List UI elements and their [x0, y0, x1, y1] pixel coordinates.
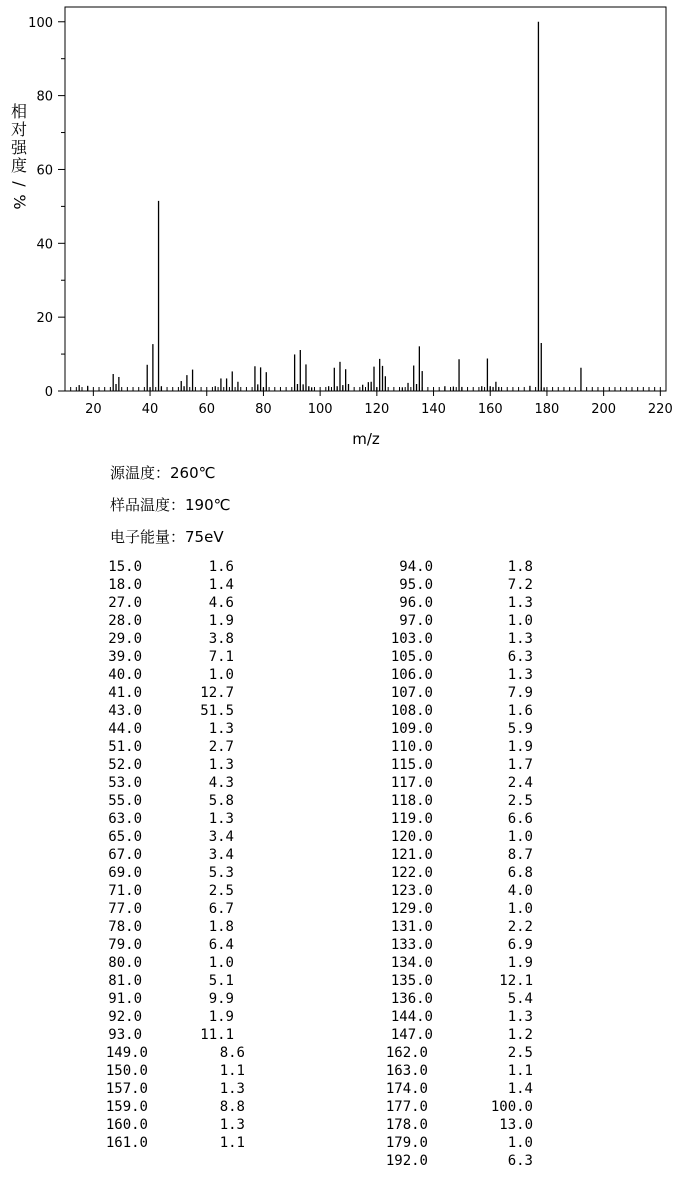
peak-intensity: 1.3	[208, 811, 234, 827]
peak-row	[82, 918, 234, 936]
peak-row	[82, 612, 234, 630]
plot-frame	[65, 7, 666, 391]
peak-intensity: 8.8	[219, 1099, 245, 1115]
peak-mz: 67.0	[108, 847, 142, 863]
peak-row	[373, 630, 533, 648]
x-tick-label: 200	[591, 402, 617, 417]
peak-row	[82, 846, 234, 864]
peak-mz: 144.0	[390, 1009, 433, 1025]
peak-intensity: 6.4	[208, 937, 234, 953]
peak-intensity: 1.6	[507, 703, 533, 719]
peak-row	[373, 846, 533, 864]
peak-row	[82, 666, 234, 684]
peak-mz: 110.0	[390, 739, 433, 755]
peak-mz: 147.0	[390, 1027, 433, 1043]
peak-mz: 71.0	[108, 883, 142, 899]
peak-intensity: 5.1	[208, 973, 234, 989]
peak-row	[82, 594, 234, 612]
peak-mz: 107.0	[390, 685, 433, 701]
peak-row	[82, 954, 234, 972]
peak-row	[82, 972, 234, 990]
peak-row	[82, 864, 234, 882]
peak-mz: 134.0	[390, 955, 433, 971]
peak-intensity: 4.6	[208, 595, 234, 611]
peak-intensity: 7.1	[208, 649, 234, 665]
peak-intensity: 1.7	[507, 757, 533, 773]
peak-row	[82, 828, 234, 846]
x-tick-label: 160	[477, 402, 503, 417]
peak-intensity: 7.9	[507, 685, 533, 701]
peak-intensity: 7.2	[507, 577, 533, 593]
peak-row	[373, 666, 533, 684]
peak-row	[82, 1008, 234, 1026]
peak-row	[373, 864, 533, 882]
peak-row	[373, 774, 533, 792]
peak-intensity: 2.5	[507, 1045, 533, 1061]
peak-mz: 80.0	[108, 955, 142, 971]
peak-intensity: 6.8	[507, 865, 533, 881]
peak-mz: 51.0	[108, 739, 142, 755]
peak-row	[373, 738, 533, 756]
y-axis	[28, 16, 65, 400]
peak-mz: 131.0	[390, 919, 433, 935]
peak-mz: 95.0	[399, 577, 433, 593]
peak-row	[88, 1062, 245, 1080]
peak-intensity: 1.6	[208, 559, 234, 575]
peak-mz: 179.0	[385, 1135, 428, 1151]
peak-mz: 159.0	[105, 1099, 148, 1115]
x-tick-label: 180	[534, 402, 560, 417]
peak-intensity: 6.9	[507, 937, 533, 953]
y-axis-title-char: 对	[10, 120, 27, 139]
peak-mz: 129.0	[390, 901, 433, 917]
peak-mz: 27.0	[108, 595, 142, 611]
peak-row	[368, 1134, 533, 1152]
peak-row	[82, 684, 234, 702]
peak-mz: 122.0	[390, 865, 433, 881]
y-axis-title-char: %	[10, 194, 29, 210]
peak-mz: 81.0	[108, 973, 142, 989]
peak-intensity: 1.4	[208, 577, 234, 593]
y-tick-label: 0	[44, 385, 53, 400]
bar-group	[79, 22, 581, 391]
y-tick-label: 40	[36, 237, 53, 253]
peak-mz: 93.0	[108, 1027, 142, 1043]
peak-intensity: 5.9	[507, 721, 533, 737]
peak-intensity: 3.4	[208, 829, 234, 845]
peak-intensity: 1.3	[507, 667, 533, 683]
peak-intensity: 51.5	[200, 703, 234, 719]
peak-mz: 106.0	[390, 667, 433, 683]
peak-intensity: 8.6	[219, 1045, 245, 1061]
x-tick-label: 20	[85, 402, 102, 417]
peak-row	[82, 792, 234, 810]
peak-intensity: 5.8	[208, 793, 234, 809]
peak-row	[373, 720, 533, 738]
peak-intensity: 11.1	[200, 1027, 234, 1043]
mass-spectrum-chart	[0, 0, 680, 450]
peak-intensity: 1.3	[208, 721, 234, 737]
peak-mz: 119.0	[390, 811, 433, 827]
peak-intensity: 1.3	[219, 1117, 245, 1133]
peak-row	[82, 648, 234, 666]
peak-row	[373, 900, 533, 918]
peak-intensity: 12.7	[200, 685, 234, 701]
peak-mz: 121.0	[390, 847, 433, 863]
peak-mz: 41.0	[108, 685, 142, 701]
peak-mz: 15.0	[108, 559, 142, 575]
peak-intensity: 8.7	[507, 847, 533, 863]
peak-mz: 78.0	[108, 919, 142, 935]
peak-mz: 192.0	[385, 1153, 428, 1169]
peak-mz: 52.0	[108, 757, 142, 773]
peak-intensity: 4.0	[507, 883, 533, 899]
peak-mz: 115.0	[390, 757, 433, 773]
peak-intensity: 5.4	[507, 991, 533, 1007]
peak-row	[88, 1134, 245, 1152]
peak-row	[368, 1152, 533, 1170]
peak-intensity: 1.3	[208, 757, 234, 773]
peak-intensity: 1.0	[507, 1135, 533, 1151]
peak-intensity: 1.1	[219, 1135, 245, 1151]
x-tick-label: 60	[198, 402, 216, 417]
peak-mz: 91.0	[108, 991, 142, 1007]
peak-mz: 65.0	[108, 829, 142, 845]
y-tick-label: 80	[36, 89, 53, 105]
peak-intensity: 4.3	[208, 775, 234, 791]
peak-intensity: 1.3	[507, 631, 533, 647]
peak-mz: 79.0	[108, 937, 142, 953]
peak-intensity: 1.2	[507, 1027, 533, 1043]
peak-mz: 97.0	[399, 613, 433, 629]
peak-intensity: 6.6	[507, 811, 533, 827]
peak-row	[373, 990, 533, 1008]
peak-row	[373, 1026, 533, 1044]
peak-mz: 94.0	[399, 559, 433, 575]
peak-row	[368, 1116, 533, 1134]
peak-row	[82, 576, 234, 594]
peak-intensity: 6.3	[507, 1153, 533, 1169]
peak-intensity: 1.9	[507, 739, 533, 755]
peak-row	[82, 702, 234, 720]
peak-mz: 117.0	[390, 775, 433, 791]
peak-mz: 92.0	[108, 1009, 142, 1025]
peak-mz: 123.0	[390, 883, 433, 899]
peak-intensity: 1.4	[507, 1081, 533, 1097]
peak-intensity: 1.3	[219, 1081, 245, 1097]
peak-intensity: 3.4	[208, 847, 234, 863]
peak-row	[82, 738, 234, 756]
peak-row	[368, 1062, 533, 1080]
peak-row	[373, 756, 533, 774]
peak-row	[82, 558, 234, 576]
y-axis-title	[8, 103, 30, 211]
peak-intensity: 5.3	[208, 865, 234, 881]
peak-mz: 105.0	[390, 649, 433, 665]
peak-row	[373, 828, 533, 846]
peak-row	[373, 810, 533, 828]
x-tick-label: 40	[141, 402, 159, 417]
peak-row	[373, 972, 533, 990]
peak-mz: 53.0	[108, 775, 142, 791]
peak-mz: 133.0	[390, 937, 433, 953]
peak-row	[82, 630, 234, 648]
y-axis-title-char: /	[10, 181, 29, 187]
peak-row	[82, 720, 234, 738]
peak-row	[368, 1080, 533, 1098]
peak-intensity: 1.3	[507, 595, 533, 611]
peak-mz: 135.0	[390, 973, 433, 989]
x-axis-title: m/z	[352, 430, 380, 448]
peak-row	[373, 954, 533, 972]
peak-row	[373, 882, 533, 900]
y-axis-title-char: 相	[10, 102, 27, 121]
peak-row	[373, 918, 533, 936]
source-temperature: 源温度：260℃	[110, 464, 216, 482]
peak-mz: 157.0	[105, 1081, 148, 1097]
peak-mz: 160.0	[105, 1117, 148, 1133]
electron-energy: 电子能量：75eV	[110, 528, 224, 546]
peak-intensity: 1.3	[507, 1009, 533, 1025]
peak-row	[373, 1008, 533, 1026]
peak-intensity: 6.3	[507, 649, 533, 665]
peak-mz: 55.0	[108, 793, 142, 809]
peak-intensity: 1.0	[507, 613, 533, 629]
peak-row	[88, 1044, 245, 1062]
peak-row	[82, 882, 234, 900]
peak-intensity: 1.8	[507, 559, 533, 575]
peak-intensity: 1.9	[208, 1009, 234, 1025]
x-tick-label: 140	[421, 402, 446, 417]
peak-mz: 120.0	[390, 829, 433, 845]
peak-mz: 28.0	[108, 613, 142, 629]
peak-mz: 103.0	[390, 631, 433, 647]
peak-mz: 149.0	[105, 1045, 148, 1061]
y-axis-title-char: 度	[10, 156, 27, 175]
peak-mz: 39.0	[108, 649, 142, 665]
peak-mz: 136.0	[390, 991, 433, 1007]
peak-mz: 177.0	[385, 1099, 428, 1115]
peak-intensity: 1.0	[208, 955, 234, 971]
peak-mz: 44.0	[108, 721, 142, 737]
peak-mz: 29.0	[108, 631, 142, 647]
peak-intensity: 1.9	[208, 613, 234, 629]
peak-intensity: 12.1	[499, 973, 533, 989]
peak-row	[373, 702, 533, 720]
peak-row	[373, 612, 533, 630]
peak-row	[82, 900, 234, 918]
peak-row	[82, 774, 234, 792]
peak-mz: 161.0	[105, 1135, 148, 1151]
peak-intensity: 1.1	[507, 1063, 533, 1079]
peak-row	[373, 594, 533, 612]
peak-mz: 178.0	[385, 1117, 428, 1133]
peak-mz: 150.0	[105, 1063, 148, 1079]
peak-mz: 174.0	[385, 1081, 428, 1097]
peak-intensity: 3.8	[208, 631, 234, 647]
peak-intensity: 1.9	[507, 955, 533, 971]
peak-row	[82, 810, 234, 828]
peak-mz: 18.0	[108, 577, 142, 593]
peak-mz: 43.0	[108, 703, 142, 719]
peak-intensity: 9.9	[208, 991, 234, 1007]
peak-intensity: 2.5	[507, 793, 533, 809]
peak-mz: 63.0	[108, 811, 142, 827]
sample-temperature: 样品温度：190℃	[110, 496, 231, 514]
peak-row	[88, 1116, 245, 1134]
peak-row	[373, 792, 533, 810]
peak-mz: 108.0	[390, 703, 433, 719]
peak-mz: 69.0	[108, 865, 142, 881]
peak-intensity: 1.0	[208, 667, 234, 683]
peak-mz: 96.0	[399, 595, 433, 611]
y-tick-label: 20	[36, 311, 53, 327]
peak-intensity: 6.7	[208, 901, 234, 917]
peak-intensity: 13.0	[499, 1117, 533, 1133]
y-tick-label: 100	[28, 15, 53, 31]
peak-row	[373, 648, 533, 666]
peak-mz: 118.0	[390, 793, 433, 809]
peak-row	[82, 1026, 234, 1044]
peak-row	[373, 576, 533, 594]
peak-row	[82, 990, 234, 1008]
peak-row	[373, 936, 533, 954]
peak-intensity: 2.2	[507, 919, 533, 935]
y-axis-title-char: 强	[10, 138, 27, 157]
x-tick-label: 220	[647, 402, 673, 417]
peak-intensity: 1.1	[219, 1063, 245, 1079]
peak-row	[373, 684, 533, 702]
peak-intensity: 100.0	[490, 1099, 533, 1115]
peak-intensity: 1.0	[507, 901, 533, 917]
peak-intensity: 1.0	[507, 829, 533, 845]
peak-intensity: 2.4	[507, 775, 533, 791]
peak-row	[82, 936, 234, 954]
x-tick-label: 120	[364, 402, 390, 417]
peak-mz: 163.0	[385, 1063, 428, 1079]
peak-mz: 77.0	[108, 901, 142, 917]
peak-row	[88, 1098, 245, 1116]
peak-mz: 40.0	[108, 667, 142, 683]
peak-row	[82, 756, 234, 774]
peak-row	[373, 558, 533, 576]
peak-intensity: 2.5	[208, 883, 234, 899]
peak-mz: 109.0	[390, 721, 433, 737]
peak-mz: 162.0	[385, 1045, 428, 1061]
peak-row	[88, 1080, 245, 1098]
peak-intensity: 1.8	[208, 919, 234, 935]
x-tick-label: 100	[307, 402, 333, 417]
y-tick-label: 60	[36, 163, 53, 179]
peak-row	[368, 1044, 533, 1062]
peak-row	[368, 1098, 533, 1116]
peak-intensity: 2.7	[208, 739, 234, 755]
x-tick-label: 80	[255, 402, 272, 417]
